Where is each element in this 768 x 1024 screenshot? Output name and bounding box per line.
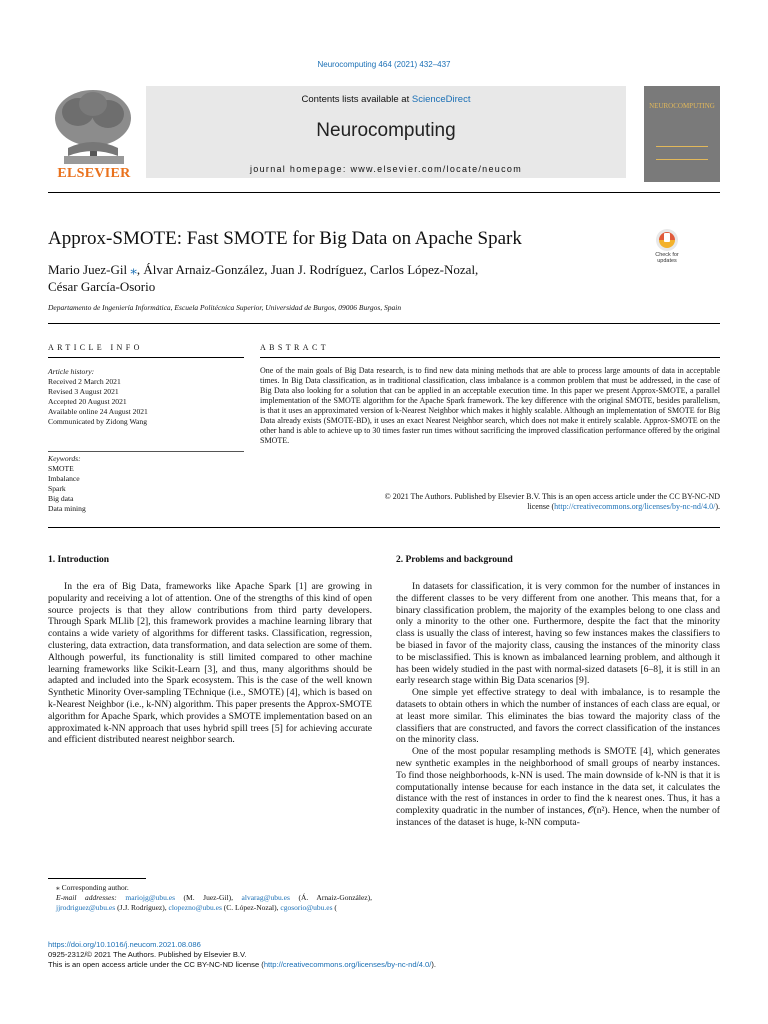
journal-masthead [48,86,720,186]
left-column [48,581,372,746]
section-heading-introduction: 1. Introduction [48,555,110,565]
keyword-item: SMOTE [48,464,74,473]
article-info-divider [48,357,244,358]
email-owner: ( [332,903,337,912]
elsevier-wordmark: ELSEVIER [57,166,131,181]
abstract-heading: ABSTRACT [260,343,329,352]
email-addresses [48,893,372,913]
contents-prefix: Contents lists available at [301,94,412,105]
author-name: Mario Juez-Gil [48,262,128,277]
author-list [48,261,638,295]
copyright-prefix: license ( [527,502,555,511]
email-owner: (J.J. Rodríguez), [115,903,169,912]
corresponding-author-mark[interactable]: ⁎ [130,262,137,277]
issn-line: 0925-2312/© 2021 The Authors. Published by Elsevier B.V. [48,950,247,959]
history-item: Communicated by Zidong Wang [48,417,148,426]
email-link[interactable]: mariojg@ubu.es [125,893,175,902]
body-paragraph: In the era of Big Data, frameworks like Apache Spark [1] are growing in popularity and receiving a lot of attention. One of the strengths of this kind of open source projects is that they allow contributions from third party developers. Through Spark MLlib [2], this framework provides a machine learning library that contains a wide variety of algorithms for different tasks. Classification, regression, clustering, data extraction, data transformation, and data selection are some of them. Although powerful, its functionality is still limited compared to other machine learning frameworks like Scikit-Learn [3], and thus, many algorithms should be adapted and included into the Spark ecosystem. This is the case of the well known Synthetic Minority Over-sampling TEchnique (i.e., SMOTE) [4], which is based on k-Nearest Neighbor (i.e., k-NN) algorithm. This paper presents the Approx-SMOTE algorithm for Apache Spark, which provides a SMOTE implementation based on an approximated k-NN approach that uses hybrid spill trees [5] for achieving accurate and efficient distributed nearest neighbor search. [48,581,372,746]
history-item: Received 2 March 2021 [48,377,121,386]
abstract-divider [260,357,720,358]
keyword-item: Data mining [48,504,86,513]
footnote-divider [48,878,146,879]
email-owner: (M. Juez-Gil), [174,893,242,902]
keyword-item: Imbalance [48,474,80,483]
history-item: Revised 3 August 2021 [48,387,119,396]
article-info-heading: ARTICLE INFO [48,343,143,352]
check-for-updates-badge[interactable] [645,228,689,268]
cover-title: NEUROCOMPUTING [649,102,715,110]
copyright-suffix: ). [715,502,720,511]
article-history [48,367,244,427]
license-prefix: This is an open access article under the CC BY-NC-ND license ( [48,960,264,969]
doi-link[interactable]: https://doi.org/10.1016/j.neucom.2021.08.086 [48,940,201,949]
journal-header-box [146,86,626,178]
header-divider [48,192,720,193]
corresponding-author-note: ⁎ Corresponding author. [56,883,129,892]
footnote [48,883,372,913]
keywords-label: Keywords: [48,454,81,463]
affiliation-divider [48,323,720,324]
email-link[interactable]: jjrodriguez@ubu.es [56,903,116,912]
body-paragraph: In datasets for classification, it is very common for the number of instances in the different classes to be very different from one another. This means that, for a binary classification problem, the majority of the examples belong to one class and only a minority to the other one. Furthermore, despite the fact that the minority class is usually the class of interest, having so few instances makes the classifiers to be biased in favor of the majority class, causing the instances of the minority class to be misclassified. This is known as imbalanced learning problem, and although it has been widely studied in the past with normal-sized datasets [6–8], it is still in an early research stage within Big Data scenarios [9]. [396,581,720,687]
sciencedirect-link[interactable]: ScienceDirect [411,94,471,105]
author-names: , Álvar Arnaiz-González, Juan J. Rodríguez, Carlos López-Nozal, [136,262,479,277]
body-paragraph: One simple yet effective strategy to deal with imbalance, is to resample the datasets to obtain others in which the number of instances of each class are equal, or at least more similar. This eliminates the bias toward the majority class of the classifiers that are constructed, and favors the correct classification of the instances on the minority class. [396,687,720,746]
footer-license-link[interactable]: http://creativecommons.org/licenses/by-nc-nd/4.0/ [263,960,432,969]
author-name: César García-Osorio [48,279,156,294]
email-link[interactable]: clopezno@ubu.es [168,903,222,912]
journal-homepage[interactable]: journal homepage: www.elsevier.com/locate/neucom [249,164,522,174]
abstract-bottom-divider [48,527,720,528]
email-owner: (C. López-Nozal), [221,903,281,912]
keywords-divider [48,451,244,452]
history-item: Available online 24 August 2021 [48,407,148,416]
elsevier-logo[interactable] [48,86,140,186]
license-suffix: ). [431,960,437,969]
body-paragraph: One of the most popular resampling methods is SMOTE [4], which generates new synthetic examples in the neighborhood of small groups of nearby instances. To find those neighborhoods, k-NN is used. The main downside of k-NN is that it is computationally intense because for each instance in the data set, it calculates the distance with the rest of instances in order to find the k nearest ones. Thus, it has a complexity quadratic in the number of instances, 𝒪(n²). Hence, when the number of instances of the dataset is huge, k-NN computa- [396,746,720,828]
right-column [396,581,720,829]
section-heading-problems: 2. Problems and background [396,555,513,565]
keyword-item: Spark [48,484,66,493]
keywords [48,454,244,514]
emails-label: E-mail addresses: [56,893,117,902]
page-footer [48,940,720,970]
abstract-text: One of the main goals of Big Data research, is to find new data mining methods that are able to process large amounts of data in acceptable times. In Big Data classification, as in traditional classification, class imbalance is a common problem that must be addressed, in the case of Big Data also looking for a solution that can be applied in an acceptable execution time. In this paper we present Approx-SMOTE, a parallel implementation of the SMOTE algorithm for the Apache Spark framework. The key difference with the original SMOTE, besides parallelism, is that it uses an approximated version of k-Nearest Neighbor which makes it highly scalable. Although an implementation of SMOTE for Big Data already exists (SMOTE-BD), it uses an exact Nearest Neighbor search, which does not make it entirely scalable. Approx-SMOTE on the other hand is able to achieve up to 30 times faster run times without sacrificing the improved classification performance offered by the original SMOTE. [260,366,720,445]
affiliation: Departamento de Ingeniería Informática, Escuela Politécnica Superior, Universidad de Burgos, 09006 Burgos, Spain [48,303,402,312]
email-link[interactable]: cgosorio@ubu.es [280,903,333,912]
footer-license-line [48,960,720,970]
check-updates-label: Check for updates [655,252,679,264]
cover-decoration [656,146,708,160]
copyright-line: © 2021 The Authors. Published by Elsevier B.V. This is an open access article under the CC BY-NC-ND [384,492,720,501]
check-updates-icon [645,228,689,252]
keyword-item: Big data [48,494,74,503]
email-owner: (Á. Arnaiz-González), [289,893,373,902]
license-link[interactable]: http://creativecommons.org/licenses/by-nc-nd/4.0/ [554,502,716,511]
journal-cover-thumbnail[interactable] [644,86,720,182]
history-label: Article history: [48,367,95,376]
journal-citation-link[interactable]: Neurocomputing 464 (2021) 432–437 [317,60,451,69]
history-item: Accepted 20 August 2021 [48,397,127,406]
abstract-copyright [260,492,720,512]
email-link[interactable]: alvarag@ubu.es [241,893,290,902]
article-title: Approx-SMOTE: Fast SMOTE for Big Data on Apache Spark [48,228,522,249]
contents-available [146,94,626,105]
journal-name: Neurocomputing [316,120,456,141]
